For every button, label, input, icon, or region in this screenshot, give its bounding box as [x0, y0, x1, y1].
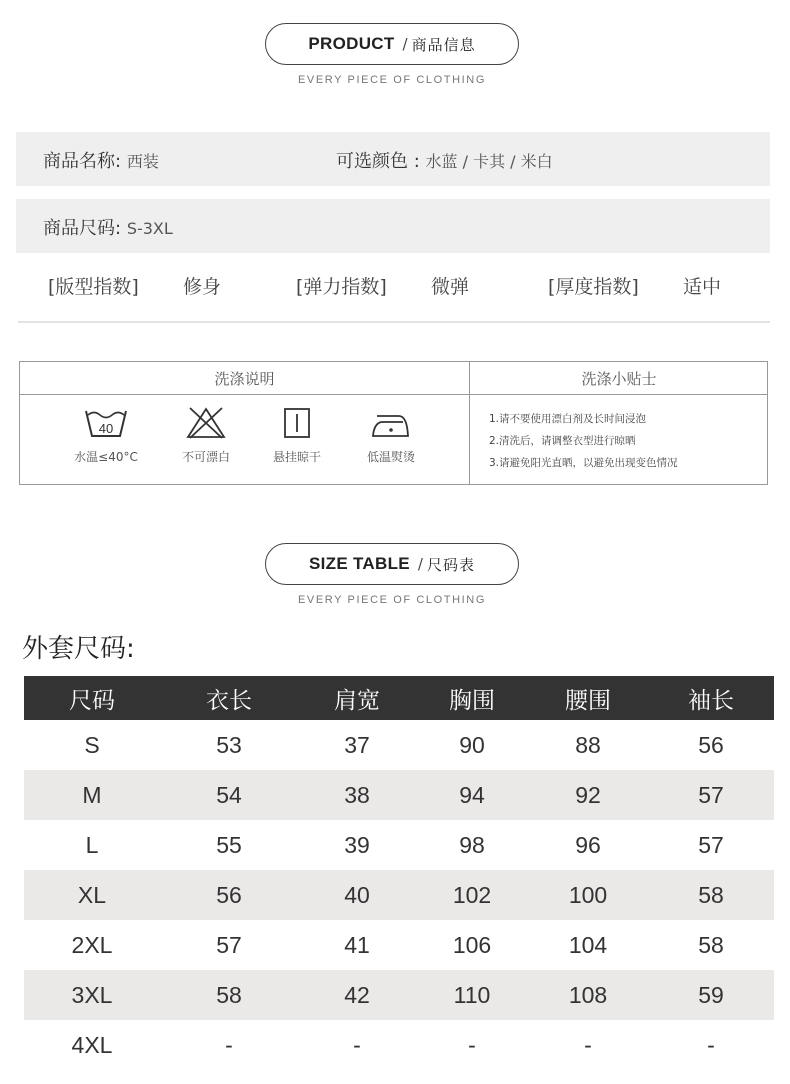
table-cell: 37 [344, 731, 370, 758]
size-header-cn: 尺码表 [426, 555, 475, 574]
size-table-header [24, 676, 774, 720]
table-cell: 38 [344, 781, 370, 808]
table-cell: - [353, 1031, 361, 1058]
low-iron-item [346, 406, 436, 465]
table-cell: L [85, 831, 99, 858]
table-cell: - [584, 1031, 592, 1058]
column-header: 胸围 [449, 687, 495, 714]
table-cell: 55 [216, 831, 242, 858]
table-row [24, 770, 774, 820]
table-row [24, 920, 774, 970]
line-dry-label: 悬挂晾干 [272, 450, 321, 464]
table-cell: 92 [575, 781, 601, 808]
line-dry-item [252, 406, 342, 465]
table-cell: 94 [459, 781, 485, 808]
thickness-index-label: [厚度指数] [548, 276, 639, 298]
table-cell: 57 [698, 831, 724, 858]
size-header-subcaption: EVERY PIECE OF CLOTHING [298, 594, 486, 606]
table-cell: XL [77, 881, 107, 908]
product-section-header [265, 23, 519, 65]
table-cell: - [225, 1031, 233, 1058]
no-bleach-item [161, 406, 251, 465]
wash-instructions-title: 洗涤说明 [214, 370, 275, 388]
wash-tip-item: 2.清洗后，请调整衣型进行晾晒 [489, 435, 636, 447]
wash-40-icon [83, 406, 129, 440]
info-bar-size [16, 199, 770, 253]
product-color-value: 水蓝 / 卡其 / 米白 [425, 152, 553, 171]
section-divider [18, 321, 770, 323]
low-iron-icon [369, 406, 413, 440]
table-cell: 53 [216, 731, 242, 758]
table-cell: 106 [452, 931, 492, 958]
table-cell: 108 [568, 981, 608, 1008]
fit-indices-row [0, 268, 790, 304]
low-iron-label: 低温熨烫 [366, 450, 415, 464]
table-cell: 40 [344, 881, 370, 908]
product-header-subcaption: EVERY PIECE OF CLOTHING [298, 74, 486, 86]
table-cell: 39 [344, 831, 370, 858]
column-header: 衣长 [206, 687, 252, 714]
table-cell: 90 [459, 731, 485, 758]
product-header-cn: 商品信息 [411, 35, 476, 54]
product-size-field [43, 214, 173, 240]
product-name-label: 商品名称: [43, 151, 122, 172]
wash-40-item [61, 406, 151, 465]
product-size-value: S-3XL [126, 219, 173, 238]
table-cell: 56 [216, 881, 242, 908]
jacket-size-title: 外套尺码: [22, 634, 135, 664]
table-cell: 96 [575, 831, 601, 858]
wash-40-label: 水温≤40°C [74, 450, 138, 464]
wash-table-horizontal-rule [20, 394, 767, 395]
product-color-label: 可选颜色 : [336, 151, 420, 172]
table-cell: S [84, 731, 100, 758]
header-separator: / [417, 555, 423, 573]
column-header: 腰围 [565, 687, 611, 714]
wash-tips-title: 洗涤小贴士 [581, 370, 657, 388]
column-header: 尺码 [69, 687, 115, 714]
table-cell: 57 [216, 931, 242, 958]
table-cell: 58 [698, 881, 724, 908]
table-cell: 102 [452, 881, 492, 908]
size-section-header [265, 543, 519, 585]
table-row [24, 870, 774, 920]
table-cell: 58 [698, 931, 724, 958]
wash-tip-item: 3.请避免阳光直晒，以避免出现变色情况 [489, 457, 678, 469]
table-cell: 3XL [71, 981, 113, 1008]
line-dry-icon [280, 406, 314, 440]
size-header-en: SIZE TABLE [309, 554, 410, 573]
product-header-en: PRODUCT [308, 34, 395, 53]
table-cell: 98 [459, 831, 485, 858]
size-table [24, 676, 774, 1070]
table-cell: 100 [568, 881, 608, 908]
wash-instructions-table [19, 361, 768, 485]
column-header: 肩宽 [334, 687, 380, 714]
table-cell: 59 [698, 981, 724, 1008]
table-cell: M [82, 781, 102, 808]
table-row [24, 1020, 774, 1070]
table-cell: 2XL [71, 931, 113, 958]
no-bleach-icon [184, 406, 228, 440]
table-row [24, 820, 774, 870]
table-row [24, 970, 774, 1020]
product-size-label: 商品尺码: [43, 218, 122, 239]
table-cell: 42 [344, 981, 370, 1008]
table-cell: 104 [568, 931, 608, 958]
product-color-field [336, 147, 553, 173]
elastic-index-value: 微弹 [431, 276, 470, 298]
shape-index-value: 修身 [183, 276, 222, 298]
table-cell: 54 [216, 781, 242, 808]
table-cell: 57 [698, 781, 724, 808]
wash-tips-list [489, 408, 678, 474]
table-cell: 56 [698, 731, 724, 758]
wash-40-badge: 40 [98, 421, 114, 436]
shape-index-label: [版型指数] [48, 276, 139, 298]
elastic-index-label: [弹力指数] [296, 276, 387, 298]
table-cell: 58 [216, 981, 242, 1008]
table-cell: 110 [453, 981, 491, 1008]
info-bar-name-color [16, 132, 770, 186]
table-cell: - [468, 1031, 476, 1058]
table-cell: - [707, 1031, 715, 1058]
table-cell: 88 [575, 731, 601, 758]
product-name-value: 西装 [126, 152, 159, 171]
table-cell: 41 [344, 931, 370, 958]
table-row [24, 720, 774, 770]
table-cell: 4XL [71, 1031, 113, 1058]
wash-tip-item: 1.请不要使用漂白剂及长时间浸泡 [489, 413, 647, 425]
no-bleach-label: 不可漂白 [181, 450, 230, 464]
product-name-field [43, 147, 159, 173]
thickness-index-value: 适中 [683, 276, 722, 298]
header-separator: / [402, 35, 408, 53]
column-header: 袖长 [688, 687, 734, 714]
